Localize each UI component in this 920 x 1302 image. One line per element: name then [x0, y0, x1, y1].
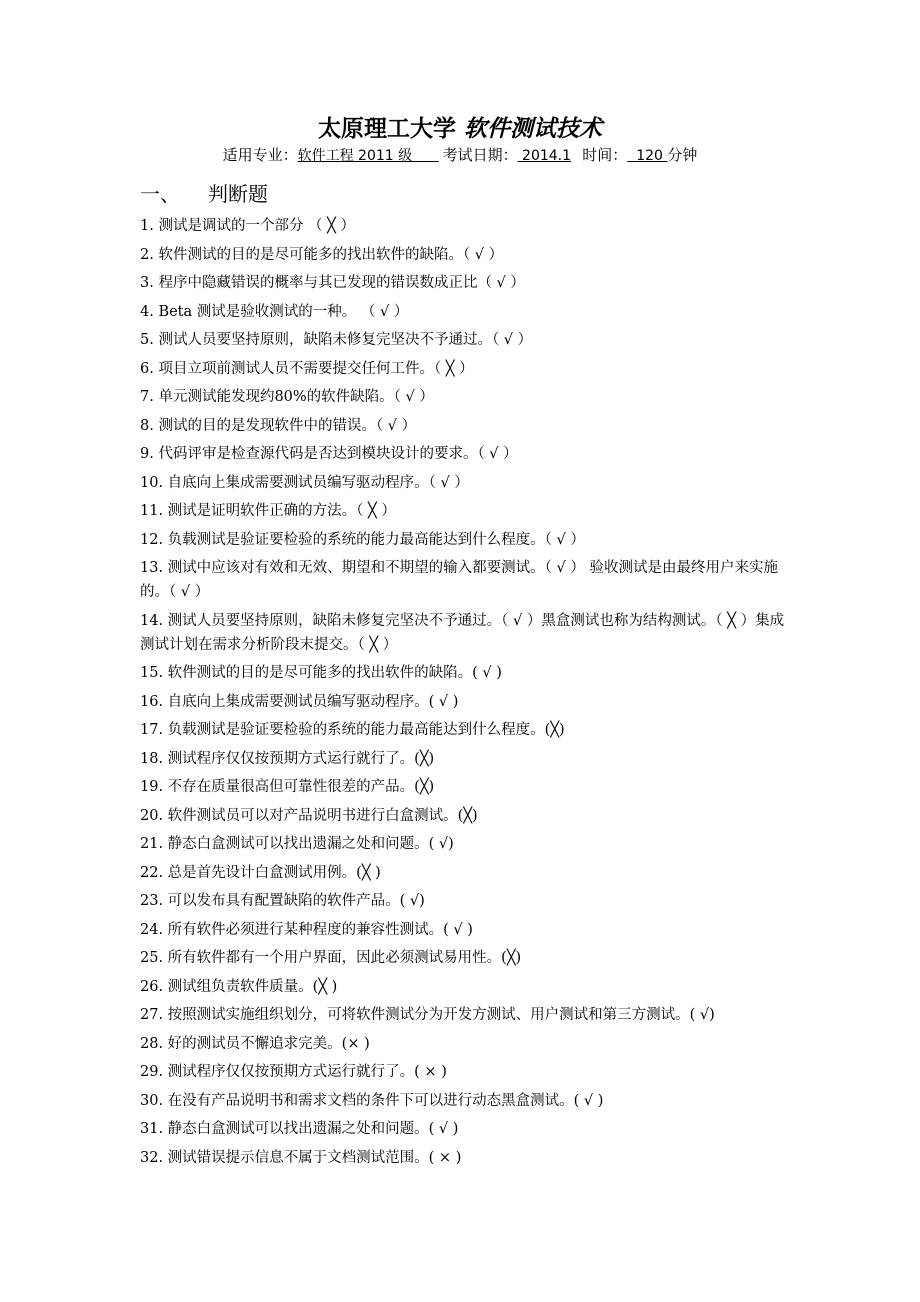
- course-name: 软件测试技术: [464, 116, 602, 142]
- major-value: 软件工程 2011 级: [297, 148, 413, 164]
- question-item: 11. 测试是证明软件正确的方法。（ ╳ ）: [140, 503, 396, 519]
- section-heading: 一、 判断题: [140, 182, 268, 206]
- question-item: 3. 程序中隐藏错误的概率与其已发现的错误数成正比（ √ ）: [140, 275, 525, 291]
- exam-info: [0, 144, 920, 165]
- question-item: 2. 软件测试的目的是尽可能多的找出软件的缺陷。（ √ ）: [140, 246, 504, 263]
- question-item: 25. 所有软件都有一个用户界面，因此必须测试易用性。(╳): [140, 950, 522, 966]
- question-item: 32. 测试错误提示信息不属于文档测试范围。( × ): [140, 1149, 462, 1166]
- question-item: 4. Beta 测试是验收测试的一种。 （ √ ）: [140, 303, 409, 320]
- time-value: 120: [636, 148, 663, 164]
- question-item: 9. 代码评审是检查源代码是否达到模块设计的要求。（ √ ）: [140, 446, 518, 462]
- question-item: 8. 测试的目的是发现软件中的错误。（ √ ）: [140, 417, 417, 434]
- major-label: 适用专业：: [222, 148, 298, 164]
- date-label: 考试日期：: [442, 148, 518, 164]
- question-item: 6. 项目立项前测试人员不需要提交任何工件。（ ╳ ）: [140, 360, 474, 377]
- question-item: 30. 在没有产品说明书和需求文档的条件下可以进行动态黑盒测试。( √ ): [140, 1092, 604, 1109]
- question-item: 12. 负载测试是验证要检验的系统的能力最高能达到什么程度。（ √ ）: [140, 531, 585, 548]
- question-item: 26. 测试组负责软件质量。(╳ ): [140, 978, 338, 995]
- question-item: 20. 软件测试员可以对产品说明书进行白盒测试。(╳): [140, 807, 478, 824]
- date-value: 2014.1: [522, 148, 572, 164]
- question-item: 21. 静态白盒测试可以找出遗漏之处和问题。( √): [140, 836, 454, 852]
- question-item: 27. 按照测试实施组织划分，可将软件测试分为开发方测试、用户测试和第三方测试。( √): [140, 1007, 715, 1023]
- school-name: 太原理工大学: [318, 116, 456, 142]
- time-unit: 分钟: [667, 148, 698, 164]
- question-item: 16. 自底向上集成需要测试员编写驱动程序。( √ ): [140, 693, 459, 710]
- question-item: 24. 所有软件必须进行某种程度的兼容性测试。( √ ): [140, 921, 473, 938]
- question-item: 17. 负载测试是验证要检验的系统的能力最高能达到什么程度。(╳): [140, 722, 565, 738]
- question-item: 23. 可以发布具有配置缺陷的软件产品。( √): [140, 893, 425, 909]
- page-title: [0, 110, 920, 143]
- question-item: 29. 测试程序仅仅按预期方式运行就行了。( × ): [140, 1064, 447, 1080]
- question-item: 10. 自底向上集成需要测试员编写驱动程序。（ √ ）: [140, 474, 469, 491]
- question-item: 18. 测试程序仅仅按预期方式运行就行了。(╳): [140, 750, 435, 767]
- question-item: 7. 单元测试能发现约80%的软件缺陷。（ √ ）: [140, 389, 434, 405]
- question-item: 19. 不存在质量很高但可靠性很差的产品。(╳): [140, 779, 435, 795]
- question-item: 22. 总是首先设计白盒测试用例。(╳ ): [140, 864, 381, 881]
- question-item: 5. 测试人员要坚持原则，缺陷未修复完坚决不予通过。（ √ ）: [140, 332, 533, 348]
- question-item: 13. 测试中应该对有效和无效、期望和不期望的输入都要测试。（ √ ） 验收测试是由最终用户来实施的。（ √ ）: [140, 560, 778, 600]
- question-item: 1. 测试是调试的一个部分 （ ╳ ）: [140, 218, 355, 234]
- question-list: [140, 214, 790, 1174]
- question-item: 28. 好的测试员不懈追求完美。(× ): [140, 1035, 370, 1052]
- question-item: 15. 软件测试的目的是尽可能多的找出软件的缺陷。( √ ): [140, 665, 502, 681]
- question-item: 31. 静态白盒测试可以找出遗漏之处和问题。( √ ): [140, 1121, 459, 1137]
- time-label: 时间：: [582, 148, 628, 164]
- question-item: 14. 测试人员要坚持原则，缺陷未修复完坚决不予通过。（ √ ）黑盒测试也称为结构测试。（ ╳ ）集成测试计划在需求分析阶段末提交。（ ╳ ）: [140, 612, 785, 653]
